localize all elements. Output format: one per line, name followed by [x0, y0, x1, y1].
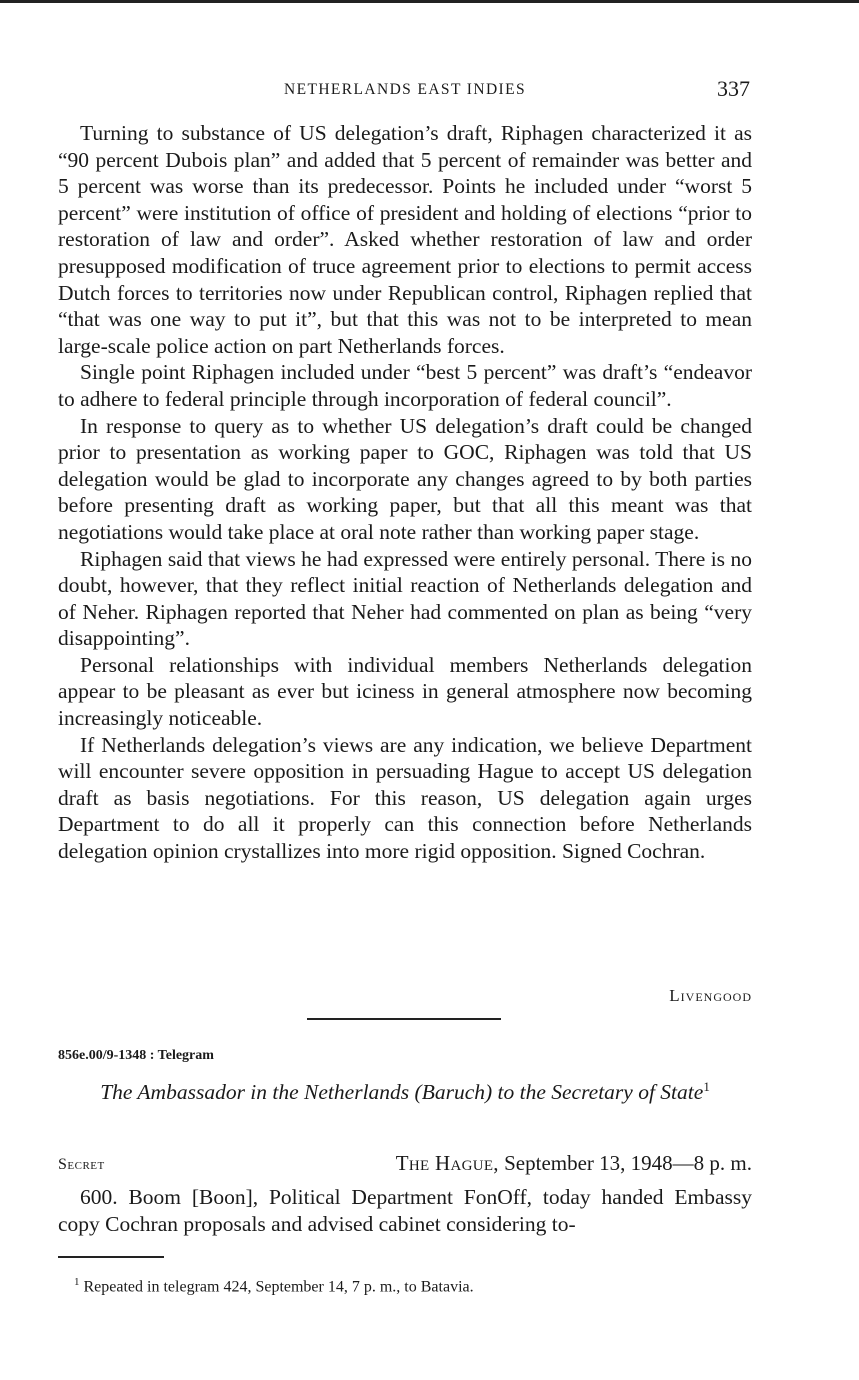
page-header — [60, 76, 750, 104]
page-number: 337 — [717, 76, 750, 101]
document-title-text: The Ambassador in the Netherlands (Baruch) to the Secretary of State — [100, 1080, 704, 1105]
dateline-date: September 13, 1948—8 p. m. — [498, 1151, 752, 1175]
page-top-edge — [0, 0, 859, 3]
paragraph: Single point Riphagen included under “best 5 percent” was draft’s “endeavor to adhere to federal principle through incorporation of federal council”. — [58, 360, 752, 411]
dateline-place: The Hague, — [395, 1151, 499, 1175]
classification-label: Secret — [58, 1156, 105, 1173]
footnote-rule — [58, 1256, 164, 1258]
footnote-text: Repeated in telegram 424, September 14, 7 p. m., to Batavia. — [83, 1278, 474, 1296]
footnote-mark: 1 — [74, 1276, 80, 1288]
section-divider — [307, 1018, 501, 1020]
signature: Livengood — [669, 986, 752, 1005]
paragraph: Riphagen said that views he had expressed were entirely personal. There is no doubt, however, that they reflect initial reaction of Netherlands delegation and of Neher. Riphagen reported that Neher had commented on plan as being “very disappointing”. — [58, 546, 752, 651]
paragraph: 600. Boom [Boon], Political Department FonOff, today handed Embassy copy Cochran proposals and advised cabinet considering to- — [58, 1185, 752, 1236]
paragraph: In response to query as to whether US delegation’s draft could be changed prior to presentation as working paper to GOC, Riphagen was told that US delegation would be glad to incorporate any changes agreed to by both parties before presenting draft as working paper, but that all this meant was that negotiations would take place at oral note rather than working paper stage. — [58, 413, 752, 544]
footnote-marker: 1 — [703, 1079, 710, 1094]
running-head: NETHERLANDS EAST INDIES — [283, 81, 527, 98]
telegram-body-continued — [58, 120, 752, 865]
telegram-body — [58, 1184, 752, 1237]
footnote — [74, 1276, 474, 1296]
paragraph: Turning to substance of US delegation’s draft, Riphagen characterized it as “90 percent Dubois plan” and added that 5 percent of remainder was better and 5 percent was worse than its predecessor. Points he included under “worst 5 percent” were institution of office of president and holding of elections “prior to restoration of law and order”. Asked whether restoration of law and order presupposed modification of truce agreement prior to elections to permit access Dutch forces to territories now under Republican control, Riphagen replied that “that was one way to put it”, but that this was not to be interpreted to mean large-scale police action on part Netherlands forces. — [58, 121, 752, 358]
paragraph: Personal relationships with individual members Netherlands delegation appear to be pleasant as ever but iciness in general atmosphere now becoming increasingly noticeable. — [58, 652, 752, 731]
paragraph: If Netherlands delegation’s views are any indication, we believe Department will encounter severe opposition in persuading Hague to accept US delegation draft as basis negotiations. For this reason, US delegation again urges Department to do all it properly can this connection before Netherlands delegation opinion crystallizes into more rigid opposition. Signed Cochran. — [58, 732, 752, 864]
dateline — [396, 1151, 752, 1176]
document-title — [58, 1074, 752, 1105]
file-reference: 856e.00/9-1348 : Telegram — [58, 1048, 214, 1063]
